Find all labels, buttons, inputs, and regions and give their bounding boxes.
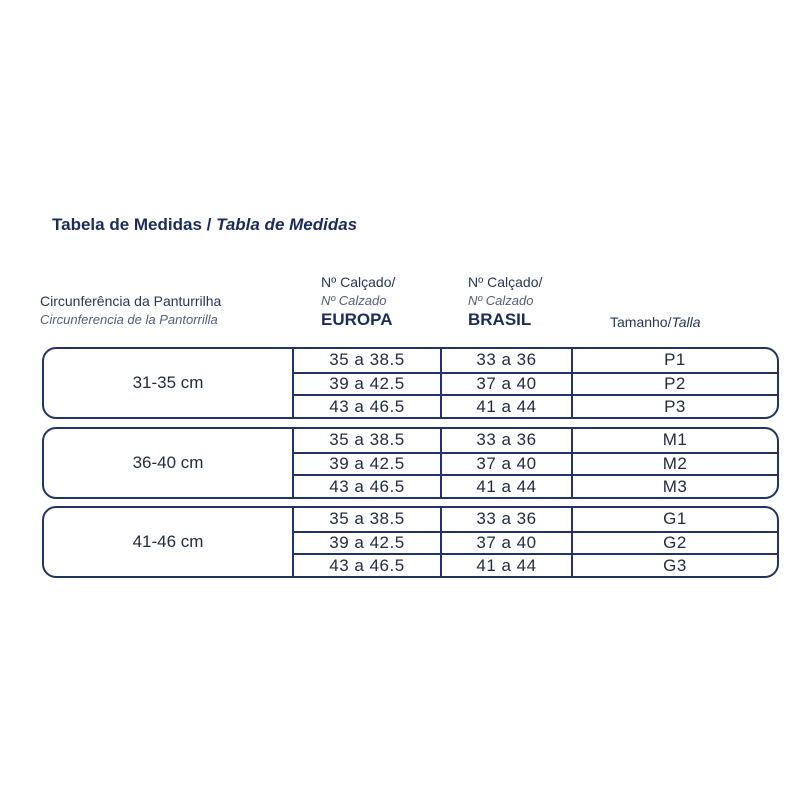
- size-cell: M2: [662, 453, 688, 473]
- header-europe-label: EUROPA: [321, 310, 393, 329]
- table-row: [294, 349, 777, 372]
- page-title: [52, 215, 357, 235]
- brazil-cell: 33 a 36: [442, 429, 573, 452]
- brazil-cell: 33 a 36: [442, 349, 573, 372]
- europe-cell: 43 a 46.5: [294, 555, 442, 576]
- table-row: [294, 429, 777, 452]
- europe-cell: 39 a 42.5: [294, 374, 442, 395]
- header-europe-es: Nº Calzado: [321, 293, 387, 308]
- size-grid: [292, 508, 777, 576]
- brazil-cell: 41 a 44: [442, 555, 573, 576]
- header-size-pt: Tamanho/: [610, 314, 672, 330]
- header-brazil-es: Nº Calzado: [468, 293, 534, 308]
- header-europe-pt: Nº Calçado/: [321, 274, 396, 290]
- table-row: [294, 394, 777, 417]
- brazil-cell: 37 a 40: [442, 533, 573, 554]
- size-cell: P3: [664, 396, 686, 416]
- europe-cell: 39 a 42.5: [294, 454, 442, 475]
- table-row: [294, 452, 777, 475]
- brazil-cell: 41 a 44: [442, 396, 573, 417]
- europe-cell: 35 a 38.5: [294, 429, 442, 452]
- header-brazil-label: BRASIL: [468, 310, 532, 329]
- table-row: [294, 531, 777, 554]
- size-group-3: [42, 506, 779, 578]
- title-portuguese: Tabela de Medidas /: [52, 215, 212, 234]
- size-cell: P2: [664, 373, 686, 393]
- size-group-1: [42, 347, 779, 419]
- table-row: [294, 474, 777, 497]
- size-cell: G2: [663, 532, 687, 552]
- header-circumference-es: Circunferencia de la Pantorrilla: [40, 312, 218, 327]
- brazil-cell: 33 a 36: [442, 508, 573, 531]
- header-circumference: [40, 292, 221, 328]
- size-cell: M1: [662, 430, 688, 450]
- header-circumference-pt: Circunferência da Panturrilha: [40, 293, 222, 309]
- table-row: [294, 372, 777, 395]
- table-row: [294, 508, 777, 531]
- brazil-cell: 37 a 40: [442, 374, 573, 395]
- brazil-cell: 41 a 44: [442, 476, 573, 497]
- size-grid: [292, 429, 777, 497]
- europe-cell: 35 a 38.5: [294, 508, 442, 531]
- europe-cell: 35 a 38.5: [294, 349, 442, 372]
- europe-cell: 39 a 42.5: [294, 533, 442, 554]
- europe-cell: 43 a 46.5: [294, 476, 442, 497]
- size-cell: G3: [663, 555, 687, 575]
- header-brazil-pt: Nº Calçado/: [468, 274, 543, 290]
- title-spanish: Tabla de Medidas: [211, 215, 358, 234]
- header-size-es: Talla: [671, 314, 701, 330]
- size-cell: G1: [663, 509, 687, 529]
- europe-cell: 43 a 46.5: [294, 396, 442, 417]
- size-cell: M3: [662, 476, 688, 496]
- table-row: [294, 553, 777, 576]
- size-group-2: [42, 427, 779, 499]
- calf-range: 41-46 cm: [132, 532, 204, 551]
- size-cell: P1: [664, 350, 686, 370]
- size-grid: [292, 349, 777, 417]
- brazil-cell: 37 a 40: [442, 454, 573, 475]
- header-size: [610, 314, 701, 330]
- calf-range: 36-40 cm: [132, 453, 204, 472]
- header-brazil: [468, 273, 542, 330]
- calf-range: 31-35 cm: [132, 373, 204, 392]
- header-europe: [321, 273, 395, 330]
